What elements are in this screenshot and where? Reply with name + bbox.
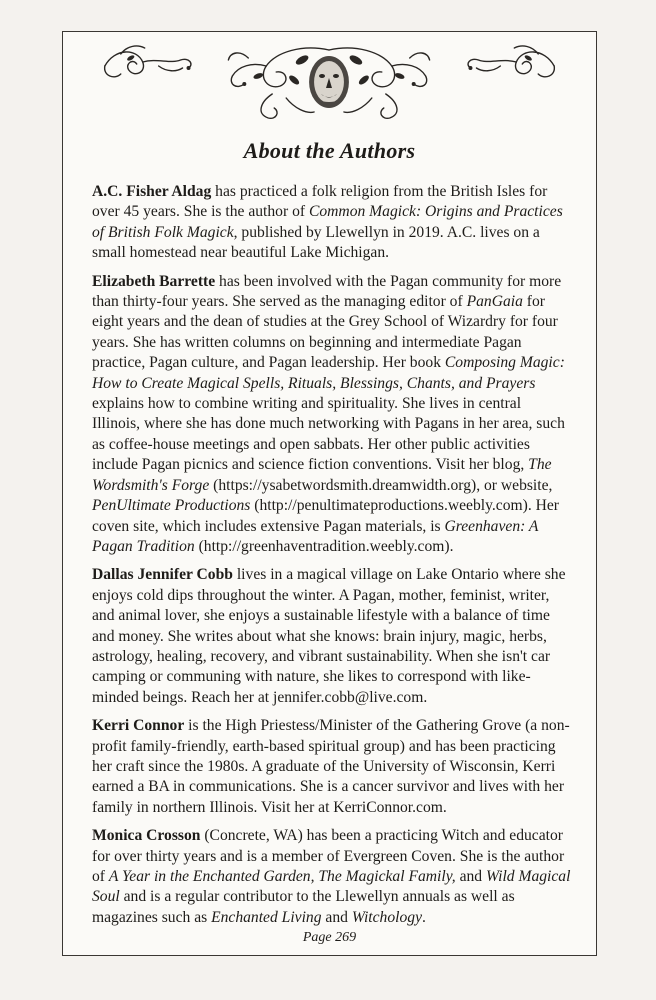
decorative-ornament-header bbox=[63, 36, 596, 128]
bio-text: has practiced a folk religion from the British Isles for over 45 years. She is the author of bbox=[92, 183, 548, 221]
bio-text: for eight years and the dean of studies at the Grey School of Wizardry for four years. She has written columns on beginning and intermediate Pagan practice, Pagan culture, and Pagan leadership. Her book bbox=[92, 293, 558, 372]
bio-text: (Concrete, WA) has been a practicing Witch and educator for over thirty years and is a member of Evergreen Coven. She is the author of bbox=[92, 827, 565, 885]
author-entry bbox=[92, 272, 572, 558]
author-name: Elizabeth Barrette bbox=[92, 272, 216, 290]
page-frame bbox=[62, 31, 597, 956]
bio-text: lives in a magical village on Lake Ontario where she enjoys cold dips throughout the winter. A Pagan, mother, feminist, writer, and animal lover, she enjoys a sustainable lifestyle with a balance of time and money. She writes about what she knows: brain injury, magic, herbs, astrology, healing, recovery, and vibrant sustainability. When she isn't car camping or communing with nature, she likes to correspond with like-minded beings. Reach her at jennifer.cobb@live.com. bbox=[92, 566, 566, 706]
bio-text: has been involved with the Pagan community for more than thirty-four years. She served as the managing editor of bbox=[92, 272, 562, 311]
page-number: Page 269 bbox=[302, 930, 357, 945]
author-entry bbox=[92, 826, 572, 928]
bio-text: is the High Priestess/Minister of the Gathering Grove (a non-profit family-friendly, earth-based spiritual group) and has been practicing her craft since the 1980s. A graduate of the University of Wisconsin, Kerri earned a BA in communications. She is a cancer survivor and lives with her family in northern Illinois. Visit her at KerriConnor.com. bbox=[92, 717, 570, 816]
author-entry bbox=[92, 182, 572, 264]
italic-title-text: The Wordsmith's Forge bbox=[92, 456, 552, 494]
bio-text: and bbox=[455, 868, 486, 885]
bio-text: and is a regular contributor to the Llewellyn annuals as well as magazines such as bbox=[92, 888, 515, 926]
italic-title-text: Enchanted Living bbox=[211, 908, 322, 926]
bio-text: (http://greenhaventradition.weebly.com). bbox=[194, 537, 454, 555]
italic-title-text: Witchology bbox=[351, 908, 422, 926]
bio-text: (https://ysabetwordsmith.dreamwidth.org), or website, bbox=[209, 476, 553, 494]
author-name: Monica Crosson bbox=[92, 827, 201, 845]
italic-title-text: Wild Magical Soul bbox=[92, 868, 571, 906]
italic-title-text: A Year in the Enchanted Garden, The Magickal Family, bbox=[108, 868, 456, 885]
italic-title-text: Greenhaven: A Pagan Tradition bbox=[92, 517, 539, 555]
author-entry bbox=[92, 565, 572, 708]
bio-text: . bbox=[422, 908, 426, 926]
italic-title-text: PanGaia bbox=[466, 293, 523, 311]
authors-list bbox=[92, 182, 572, 936]
bio-text: (http://penultimateproductions.weebly.com). Her coven site, which includes extensive Pagan materials, is bbox=[92, 497, 559, 535]
author-name: A.C. Fisher Aldag bbox=[92, 183, 212, 200]
bio-text: , published by Llewellyn in 2019. A.C. lives on a small homestead near beautiful Lake Michigan. bbox=[92, 223, 540, 262]
italic-title-text: Composing Magic: How to Create Magical Spells, Rituals, Blessings, Chants, and Prayers bbox=[92, 354, 565, 392]
bio-text: and bbox=[321, 908, 352, 926]
author-entry bbox=[92, 716, 572, 818]
bio-text: explains how to combine writing and spirituality. She lives in central Illinois, where she has done much networking with Pagans in her area, such as coffee-house meetings and open sabbats. Her other public activities include Pagan picnics and science fiction conventions. Visit her blog, bbox=[92, 395, 565, 474]
author-name: Kerri Connor bbox=[92, 717, 185, 735]
author-name: Dallas Jennifer Cobb bbox=[92, 566, 233, 584]
page-title: About the Authors bbox=[243, 138, 416, 163]
italic-title-text: Common Magick: Origins and Practices of British Folk Magick bbox=[92, 203, 563, 241]
italic-title-text: PenUltimate Productions bbox=[92, 497, 251, 515]
